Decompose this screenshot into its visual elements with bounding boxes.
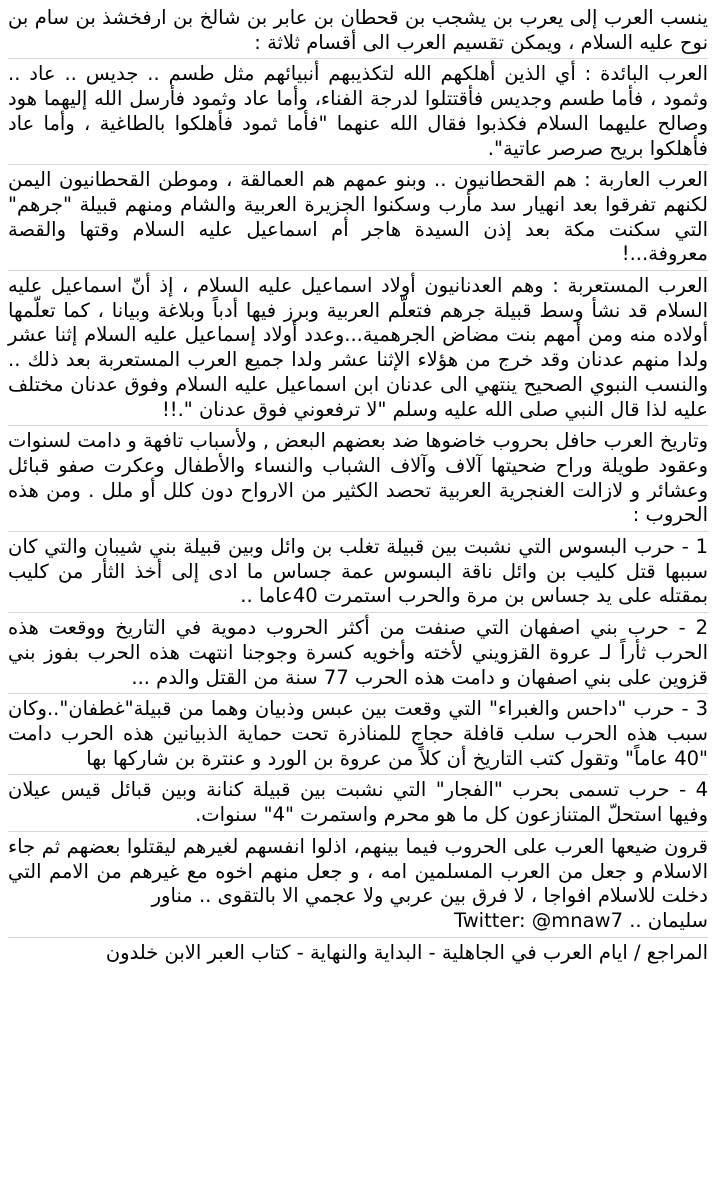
- war-3-paragraph: 3 - حرب "داحس والغبراء" التي وقعت بين عبس وذبيان وهما من قبيلة"غطفان"..وكان سبب هذه الحرب سلب قافلة حجاج للمناذرة تحت حماية الذبيانين هذه الحرب دامت "40 عاماً" وتقول كتب التاريخ أن كلاً من عروة بن الورد و عنترة بن شاركها بها: [8, 697, 708, 770]
- divider: [8, 693, 708, 694]
- mustariba-paragraph: العرب المستعربة : وهم العدنانيون أولاد اسماعيل عليه السلام ، إذ أنّ اسماعيل عليه السلام قد نشأ وسط قبيلة جرهم فتعلّم العربية وبرز فيها أدباً وبلاغة وبيانا ، كما تعلّمها أولاده منه ومن أمهم بنت مضاض الجرهمية...وعدد أولاد إسماعيل عليه السلام إثنا عشر ولدا منهم عدنان وقد خرج من هؤلاء الإثنا عشر ولدا جميع العرب المستعربة بعد ذلك .. والنسب النبوي الصحيح ينتهي الى عدنان ابن اسماعيل عليه السلام وفوق عدنان مختلف عليه لذا قال النبي صلى الله عليه وسلم "لا ترفعوني فوق عدنان ".!!: [8, 274, 708, 421]
- divider: [8, 531, 708, 532]
- ariba-paragraph: العرب العاربة : هم القحطانيون .. وبنو عمهم هم العمالقة ، وموطن القحطانيون اليمن لكنهم تفرقوا بعد انهيار سد مأرب وسكنوا الجزيرة العربية والشام ومنهم قبيلة "جرهم" التي سكنت مكة بعد إذن السيدة هاجر أم اسماعيل عليه السلام وقتها والقصة معروفة...!: [8, 168, 708, 266]
- divider: [8, 831, 708, 832]
- divider: [8, 774, 708, 775]
- baida-paragraph: العرب البائدة : أي الذين أهلكهم الله لتكذيبهم أنبيائهم مثل طسم .. جديس .. عاد .. وثمود ، فأما طسم وجديس فأقتتلوا لدرجة الفناء، وأما عاد وثمود فأرسل الله إليهما هود وصالح عليهما السلام فكذبوا فقال الله عنهما "فأما ثمود فأهلكوا بالطاغية ، وأما عاد فأهلكوا بريح صرصر عاتية".: [8, 62, 708, 160]
- signature-line: [8, 909, 708, 934]
- divider: [8, 425, 708, 426]
- references-line: المراجع / ايام العرب في الجاهلية - البداية والنهاية - كتاب العبر الابن خلدون: [105, 940, 708, 964]
- history-paragraph: وتاريخ العرب حافل بحروب خاضوها ضد بعضهم البعض , ولأسباب تافهة و دامت لسنوات وعقود طويلة وراح ضحيتها آلاف وآلاف الشباب والنساء والأطفال وعكرت صفو قبائل وعشائر و لازالت الغنجرية العربية تحصد الكثير من الارواح دون كلل أو ملل . ومن هذه الحروب :: [8, 429, 708, 527]
- divider: [8, 58, 708, 59]
- divider: [8, 937, 708, 938]
- war-1-paragraph: 1 - حرب البسوس التي نشبت بين قبيلة تغلب بن وائل وبين قبيلة بني شيبان والتي كان سببها قتل كليب بن وائل ناقة البسوس عمة جساس ما ادى إلى أخذ الثأر من كليب بمقتله على يد جساس بن مرة والحرب استمرت 40عاما ..: [8, 535, 708, 608]
- divider: [8, 164, 708, 165]
- divider: [8, 270, 708, 271]
- twitter-handle: Twitter: @mnaw7: [454, 908, 623, 932]
- war-4-paragraph: 4 - حرب تسمى بحرب "الفجار" التي نشبت بين قبيلة كنانة وبين قبائل قيس عيلان وفيها استحلّ المتنازعون كل ما هو محرم واستمرت "4" سنوات.: [8, 778, 708, 827]
- war-2-paragraph: 2 - حرب بني اصفهان التي صنفت من أكثر الحروب دموية في التاريخ ووقعت هذه الحرب ثأراً لـ عروة القزويني لأخته وأخويه كسرة وجوجنا انتهت هذه الحرب بفوز بني قزوين على بني اصفهان و دامت هذه الحرب 77 سنة من القتل والدم ...: [8, 616, 708, 689]
- author-name: سليمان ..: [629, 908, 708, 932]
- intro-paragraph: ينسب العرب إلى يعرب بن يشجب بن قحطان بن عابر بن شالخ بن ارفخشذ بن سام بن نوح عليه السلام ، ويمكن تقسيم العرب الى أقسام ثلاثة :: [8, 6, 708, 54]
- conclusion-paragraph: قرون ضيعها العرب على الحروب فيما بينهم، اذلوا انفسهم لغيرهم ليقتلوا بعضهم ثم جاء الاسلام و جعل من العرب المسلمين امه ، و جعل منهم اخوه مع غيرهم من الامم التي دخلت للاسلام افواجا ، لا فرق بين عربي ولا عجمي الا بالتقوى .. مناور: [8, 834, 708, 908]
- divider: [8, 612, 708, 613]
